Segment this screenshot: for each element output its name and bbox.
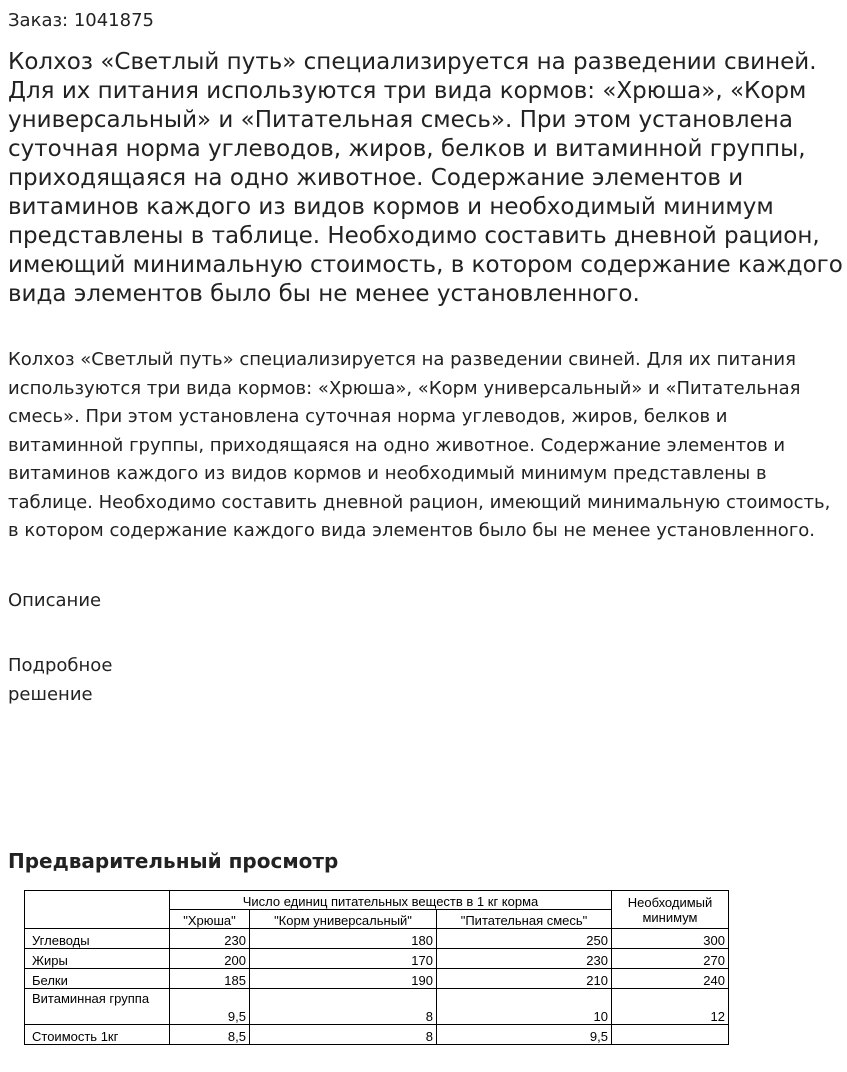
table-cell: 270 bbox=[612, 949, 729, 969]
row-label: Углеводы bbox=[25, 929, 170, 949]
task-statement: Колхоз «Светлый путь» специализируется на разведении свиней. Для их питания используются три вида кормов: «Хрюша», «Корм универсальный» и «Питательная смесь». При этом установлена суточная норма углеводов, жиров, белков и витаминной группы, приходящаяся на одно животное. Содержание элементов и витаминов каждого из видов кормов и необходимый минимум представлены в таблице. Необходимо составить дневной рацион, имеющий минимальную стоимость, в котором содержание каждого вида элементов было бы не менее установленного. bbox=[8, 349, 831, 541]
table-cell: 200 bbox=[170, 949, 250, 969]
row-label: Витаминная группа bbox=[25, 989, 170, 1025]
order-number: Заказ: 1041875 bbox=[8, 10, 154, 31]
table-cell: 9,5 bbox=[437, 1025, 612, 1045]
table-feed-header: "Питательная смесь" bbox=[437, 910, 612, 929]
table-cell: 180 bbox=[250, 929, 437, 949]
table-row bbox=[25, 929, 729, 949]
feed-table bbox=[24, 890, 729, 1045]
table-cell: 230 bbox=[437, 949, 612, 969]
table-header-corner bbox=[25, 891, 170, 929]
table-cell: 210 bbox=[437, 969, 612, 989]
table-group-header: Число единиц питательных веществ в 1 кг корма bbox=[170, 891, 612, 910]
table-cell: 230 bbox=[170, 929, 250, 949]
table-cell: 185 bbox=[170, 969, 250, 989]
table-cell: 8 bbox=[250, 1025, 437, 1045]
table-row bbox=[25, 949, 729, 969]
detailed-solution-label: Подробное решение bbox=[8, 655, 113, 705]
table-cell: 300 bbox=[612, 929, 729, 949]
table-cell bbox=[612, 1025, 729, 1045]
preview-heading: Предварительный просмотр bbox=[8, 849, 339, 873]
table-cell: 190 bbox=[250, 969, 437, 989]
table-feed-header: "Корм универсальный" bbox=[250, 910, 437, 929]
table-row bbox=[25, 989, 729, 1025]
table-header-row bbox=[25, 891, 729, 910]
table-cell: 8,5 bbox=[170, 1025, 250, 1045]
table-cell: 12 bbox=[612, 989, 729, 1025]
table-row bbox=[25, 969, 729, 989]
table-cell: 250 bbox=[437, 929, 612, 949]
table-row bbox=[25, 1025, 729, 1045]
row-label: Белки bbox=[25, 969, 170, 989]
table-cell: 240 bbox=[612, 969, 729, 989]
row-label: Жиры bbox=[25, 949, 170, 969]
table-cell: 8 bbox=[250, 989, 437, 1025]
row-label: Стоимость 1кг bbox=[25, 1025, 170, 1045]
table-cell: 10 bbox=[437, 989, 612, 1025]
table-min-header: Необходимый минимум bbox=[612, 891, 729, 929]
task-statement-large: Колхоз «Светлый путь» специализируется на разведении свиней. Для их питания используются три вида кормов: «Хрюша», «Корм универсальный» и «Питательная смесь». При этом установлена суточная норма углеводов, жиров, белков и витаминной группы, приходящаяся на одно животное. Содержание элементов и витаминов каждого из видов кормов и необходимый минимум представлены в таблице. Необходимо составить дневной рацион, имеющий минимальную стоимость, в котором содержание каждого вида элементов было бы не менее установленного. bbox=[8, 49, 843, 307]
table-cell: 170 bbox=[250, 949, 437, 969]
table-cell: 9,5 bbox=[170, 989, 250, 1025]
description-label: Описание bbox=[8, 590, 102, 611]
table-feed-header: "Хрюша" bbox=[170, 910, 250, 929]
